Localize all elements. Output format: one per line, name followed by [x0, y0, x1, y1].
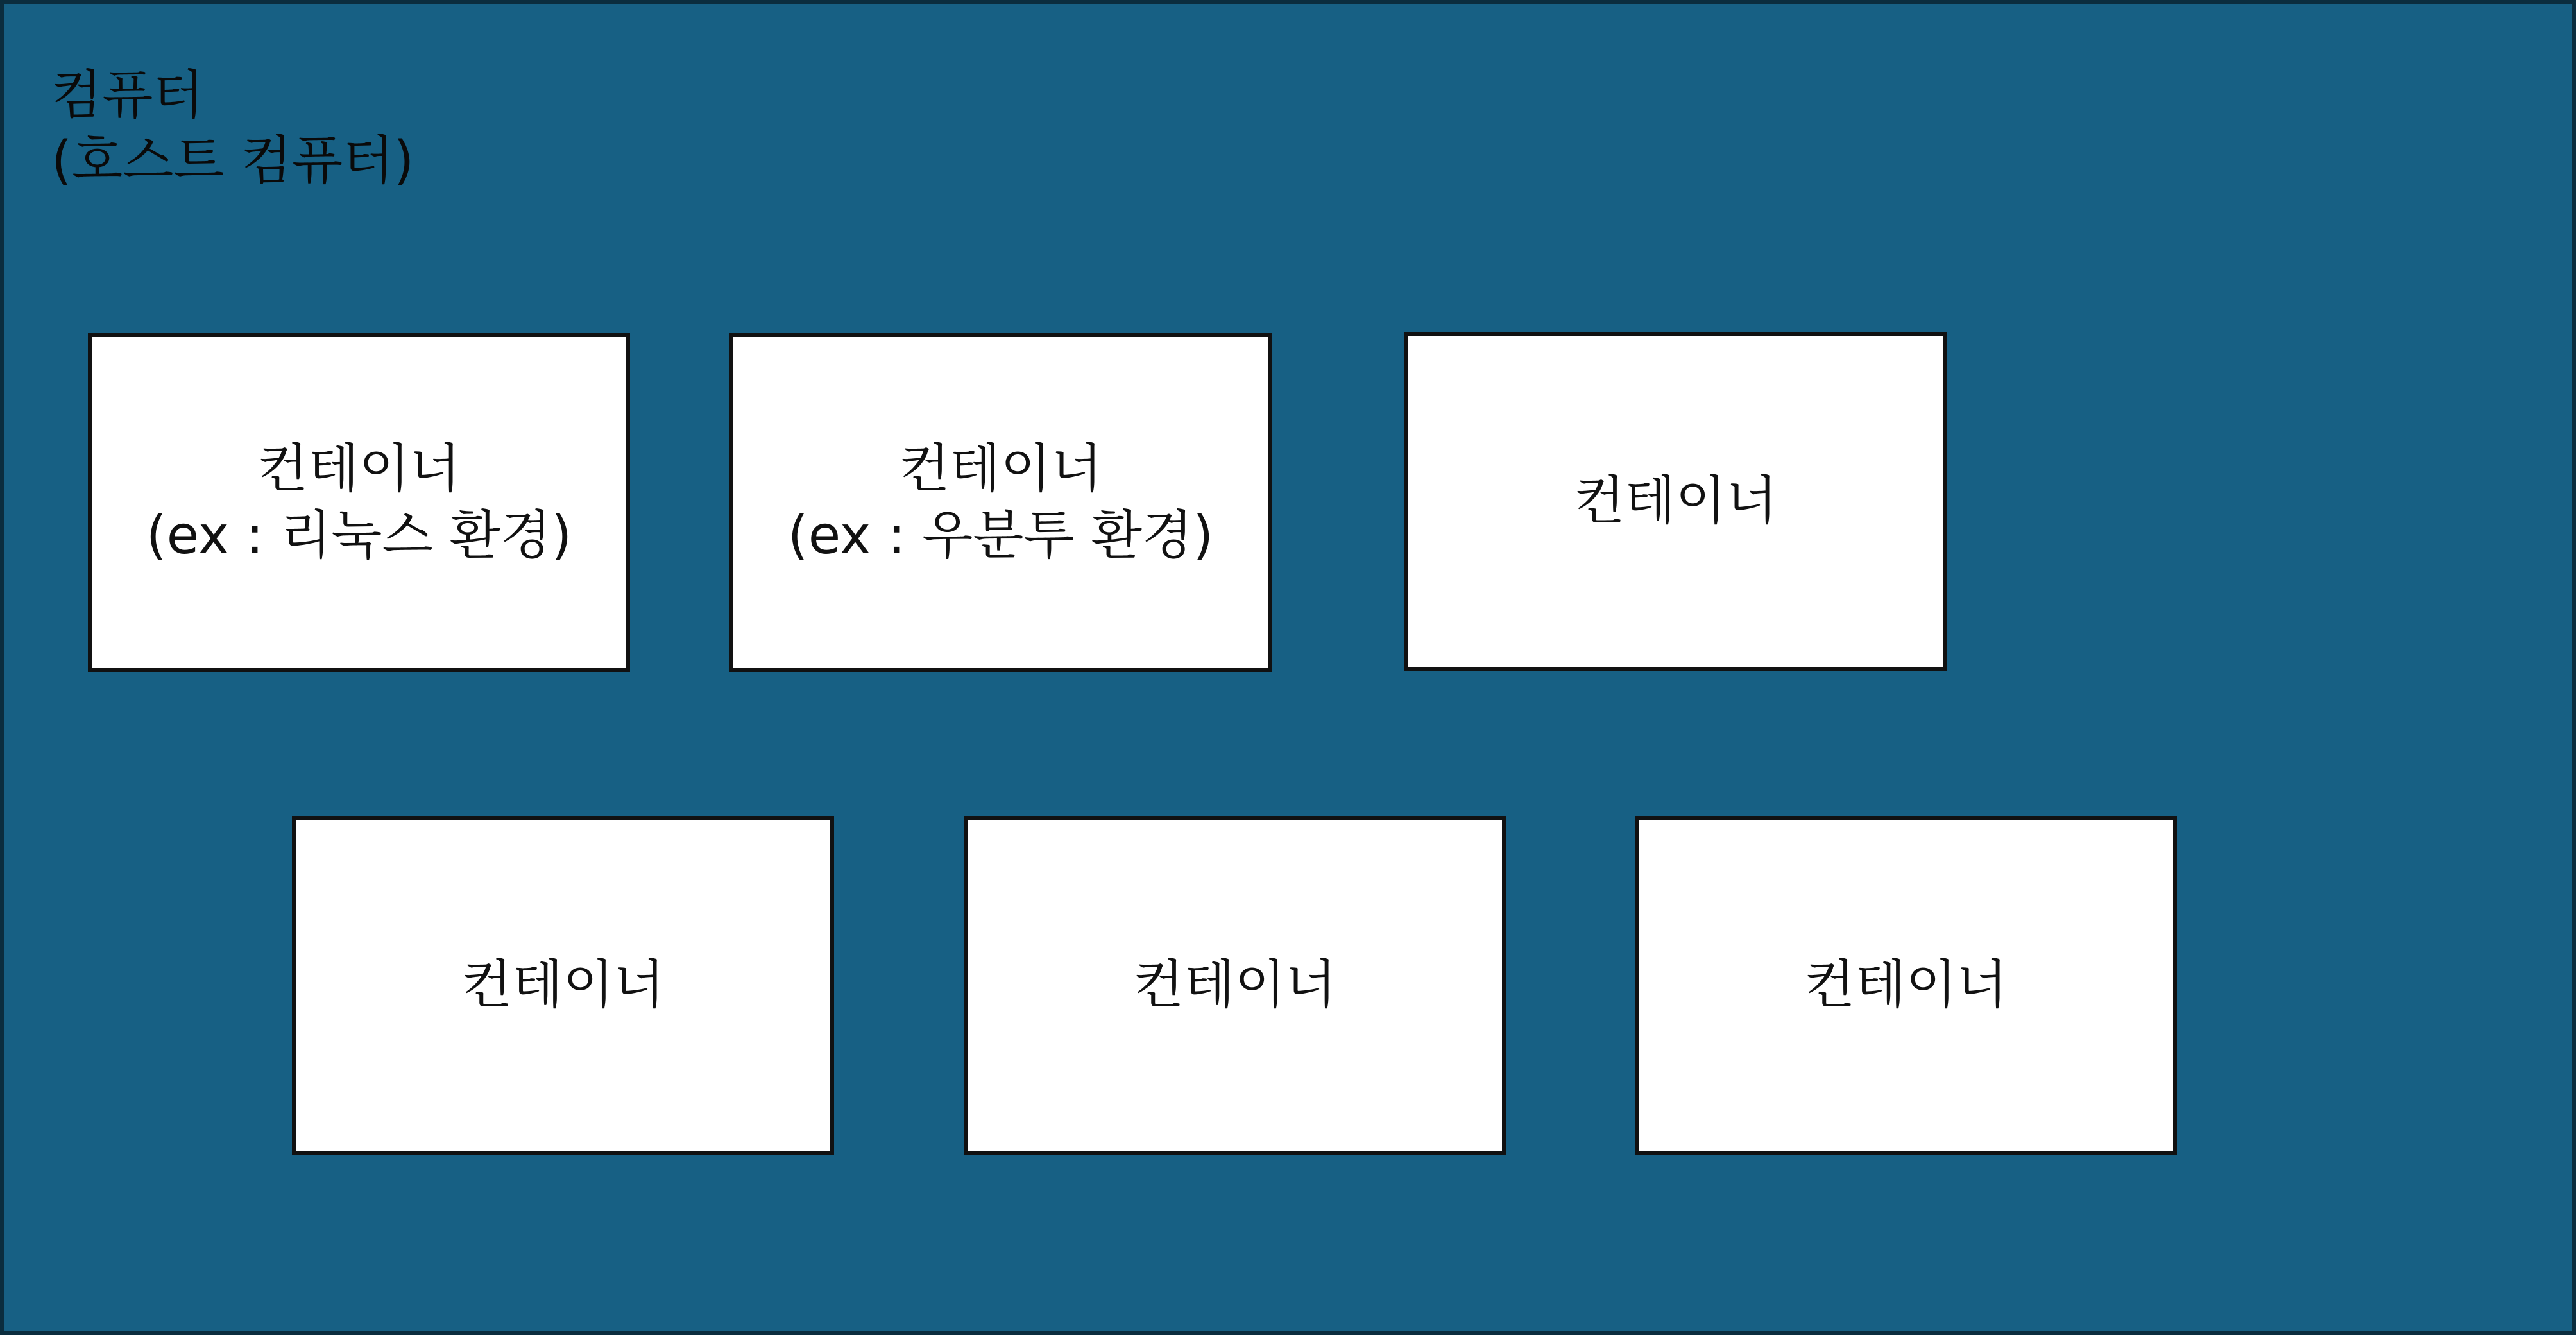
container-label: 컨테이너 — [461, 954, 665, 1015]
container-6 — [1635, 816, 2177, 1155]
container-label: 컨테이너 — [1804, 954, 2008, 1015]
container-5 — [964, 816, 1506, 1155]
container-3 — [1404, 332, 1947, 671]
host-computer-title-line1: 컴퓨터 — [51, 65, 204, 126]
container-4 — [292, 816, 834, 1155]
container-label: 컨테이너 — [1574, 470, 1777, 531]
container-ubuntu — [729, 333, 1272, 672]
container-note: (ex : 리눅스 환경) — [146, 505, 572, 566]
host-computer-title-line2: (호스트 컴퓨터) — [51, 130, 414, 191]
container-note: (ex : 우분투 환경) — [787, 505, 1214, 566]
container-label: 컨테이너 — [899, 438, 1102, 499]
container-linux — [88, 333, 630, 672]
container-label: 컨테이너 — [1133, 954, 1336, 1015]
container-label: 컨테이너 — [257, 438, 461, 499]
host-computer-title — [51, 63, 414, 194]
